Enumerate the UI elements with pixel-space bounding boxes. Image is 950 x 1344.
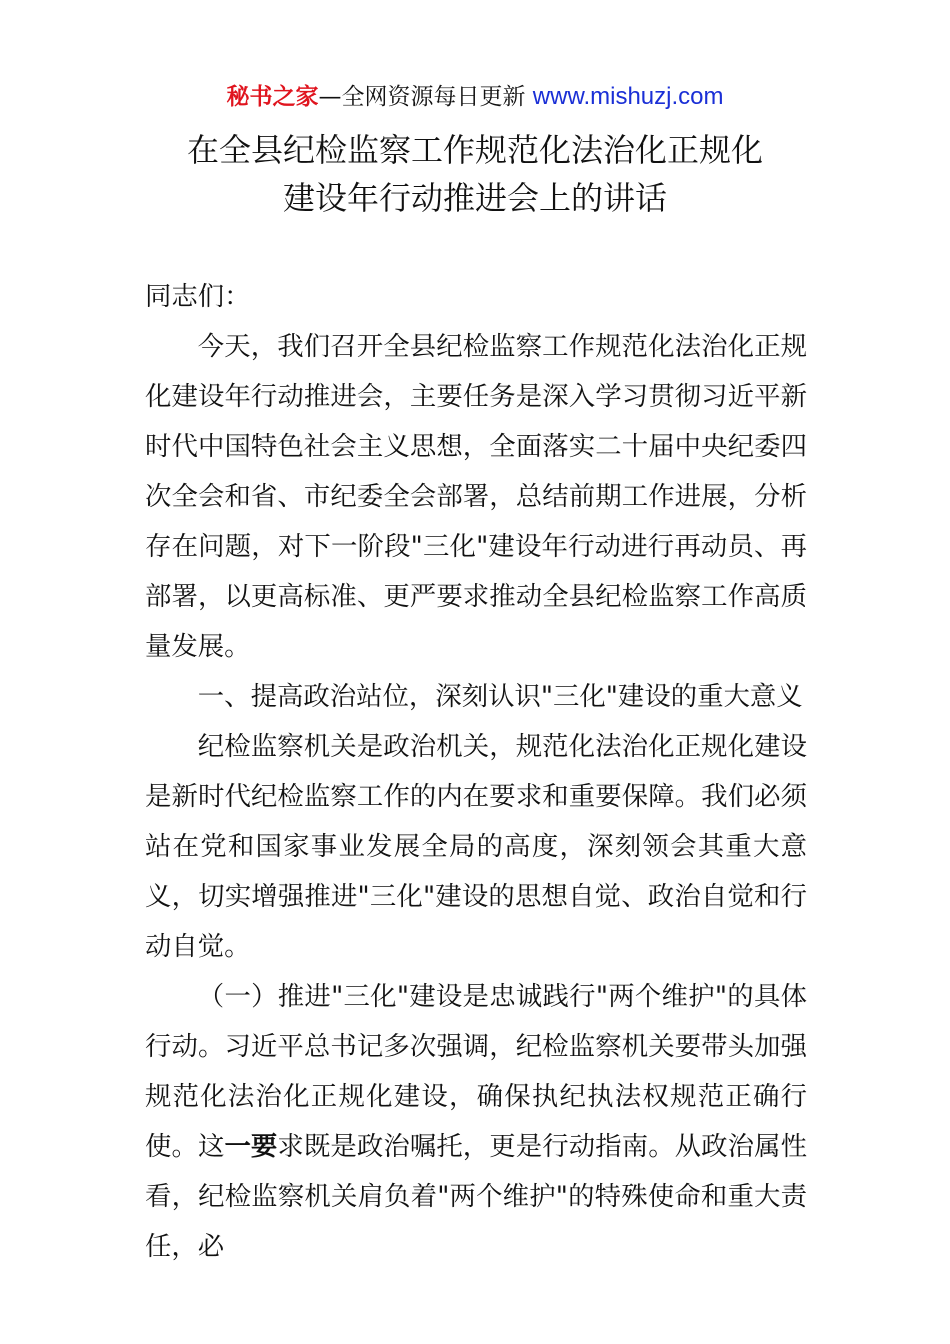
site-url[interactable]: www.mishuzj.com [532,83,724,110]
document-title [0,126,950,222]
paragraph-intro: 今天，我们召开全县纪检监察工作规范化法治化正规化建设年行动推进会，主要任务是深入学习贯彻习近平新时代中国特色社会主义思想，全面落实二十届中央纪委四次全会和省、市纪委全会部署，总结前期工作进展，分析存在问题，对下一阶段"三化"建设年行动进行再动员、再部署，以更高标准、更严要求推动全县纪检监察工作高质量发展。 [145,331,807,662]
salutation: 同志们： [145,281,251,312]
document-body [145,272,807,1272]
site-header [0,80,950,114]
title-line-1: 在全县纪检监察工作规范化法治化正规化 [186,131,763,169]
title-line-2: 建设年行动推进会上的讲话 [282,179,667,217]
paragraph-subsection-1 [145,972,807,1272]
bold-text: 一要 [224,1131,278,1162]
paragraph-significance: 纪检监察机关是政治机关，规范化法治化正规化建设是新时代纪检监察工作的内在要求和重要保障。我们必须站在党和国家事业发展全局的高度，深刻领会其重大意义，切实增强推进"三化"建设的思想自觉、政治自觉和行动自觉。 [145,731,807,962]
brand-name: 秘书之家 [226,84,319,110]
header-slogan: —全网资源每日更新 [318,84,533,110]
paragraph-text: （一）推进"三化"建设是忠诚践行"两个维护"的具体行动。习近平总书记多次强调，纪检监察机关要带头加强规范化法治化正规化建设，确保执纪执法权规范正确行使。这 [145,981,807,1162]
section-heading-1: 一、提高政治站位，深刻认识"三化"建设的重大意义 [197,681,803,712]
paragraph-text: 求既是政治嘱托，更是行动指南。从政治属性看，纪检监察机关肩负着"两个维护"的特殊使命和重大责任，必 [145,1131,808,1262]
